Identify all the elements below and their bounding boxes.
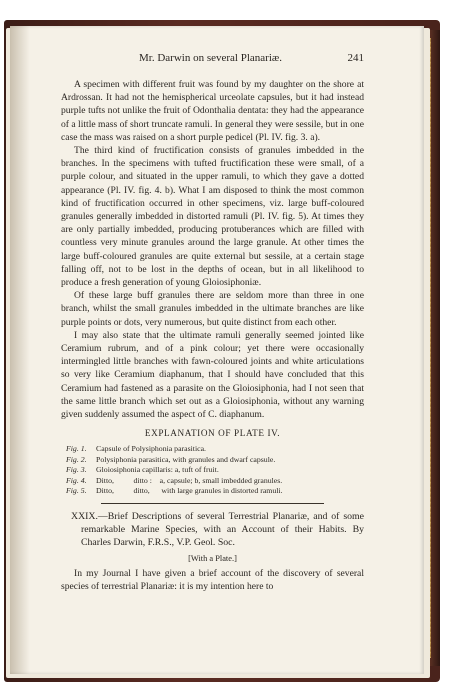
running-head	[61, 52, 364, 68]
explanation-row	[66, 476, 364, 486]
figure-number: Fig. 3.	[66, 465, 87, 475]
book-page	[10, 26, 424, 674]
plate-explanation-list	[66, 444, 364, 496]
section-divider	[101, 503, 324, 504]
book-spine-edge	[430, 30, 440, 666]
article-opening: In my Journal I have given a brief account of the discovery of several species of terrestrial Planariæ: it is my intention here to	[61, 567, 364, 592]
explanation-row	[66, 444, 364, 454]
plate-note: [With a Plate.]	[188, 553, 237, 563]
figure-number: Fig. 1.	[66, 444, 87, 454]
paragraph-4: I may also state that the ultimate ramuli generally seemed jointed like Ceramium rubrum, and of a pink colour; yet there were occasionally intermingled little branches with fawn-coloured joints and white articulations so very like Ceramium diaphanum, that I should have concluded that this Ceramium had fastened as a parasite on the Gloiosiphonia, had I not seen that the same little branch which set out as a Gloiosiphonia, without any warning given suddenly assumed the aspect of C. diaphanum.	[61, 329, 364, 421]
paragraph-3: Of these large buff granules there are seldom more than three in one branch, whilst the small granules imbedded in the ultimate branches are like purple points or dots, very numerous, but quite distinct from each other.	[61, 290, 364, 328]
figure-caption: Ditto, ditto, with large granules in distorted ramuli.	[96, 486, 283, 496]
paragraph-2: The third kind of fructification consists of granules imbedded in the branches. In the specimens with tufted fructification these were small, of a purple colour, and situated in the upper ramuli, to which they gave a dotted appearance (Pl. IV. fig. 4. b). What I am disposed to think the most common kind of fructification occurred in other specimens, viz. large buff-coloured granules generally imbedded in distorted ramuli (Pl. IV. fig. 5). At times they are only partially imbedded, producing protuberances which are filled with countless very minute granules around the large granule. At other times the large buff-coloured granules are quite external but sessile, at a certain stage falling off, not to be lost in the depths of ocean, but in all likelihood to produce a fresh generation of young Gloiosiphoniæ.	[61, 145, 364, 289]
page-number: 241	[347, 52, 364, 64]
figure-caption: Polysiphonia parasitica, with granules and dwarf capsule.	[96, 454, 276, 464]
explanation-row	[66, 455, 364, 465]
article-heading: XXIX.—Brief Descriptions of several Terrestrial Planariæ, and of some remarkable Marine Species, with an Account of their Habits. By Charles Darwin, F.R.S., V.P. Geol. Soc.	[71, 510, 364, 548]
plate-explanation-title: EXPLANATION OF PLATE IV.	[144, 428, 281, 439]
figure-caption: Capsule of Polysiphonia parasitica.	[96, 444, 207, 454]
figure-number: Fig. 5.	[66, 486, 87, 496]
figure-number: Fig. 4.	[66, 475, 87, 485]
figure-number: Fig. 2.	[66, 454, 87, 464]
page-gutter-shadow	[10, 26, 30, 674]
running-title: Mr. Darwin on several Planariæ.	[139, 52, 282, 64]
figure-caption: Gloiosiphonia capillaris: a, tuft of fruit.	[96, 465, 219, 475]
explanation-row	[66, 486, 364, 496]
explanation-row	[66, 465, 364, 475]
figure-caption: Ditto, ditto : a, capsule; b, small imbedded granules.	[96, 475, 283, 485]
paragraph-1: A specimen with different fruit was found by my daughter on the shore at Ardrossan. It had not the hemispherical urceolate capsules, but it had instead purple tufts not unlike the fruit of Odonthalia dentata: they had the appearance of a little mass of short truncate ramuli. In general they were sessile, but in one case the mass was raised on a short purple pedicel (Pl. IV. fig. 3. a).	[61, 79, 364, 143]
page-content	[61, 52, 364, 593]
